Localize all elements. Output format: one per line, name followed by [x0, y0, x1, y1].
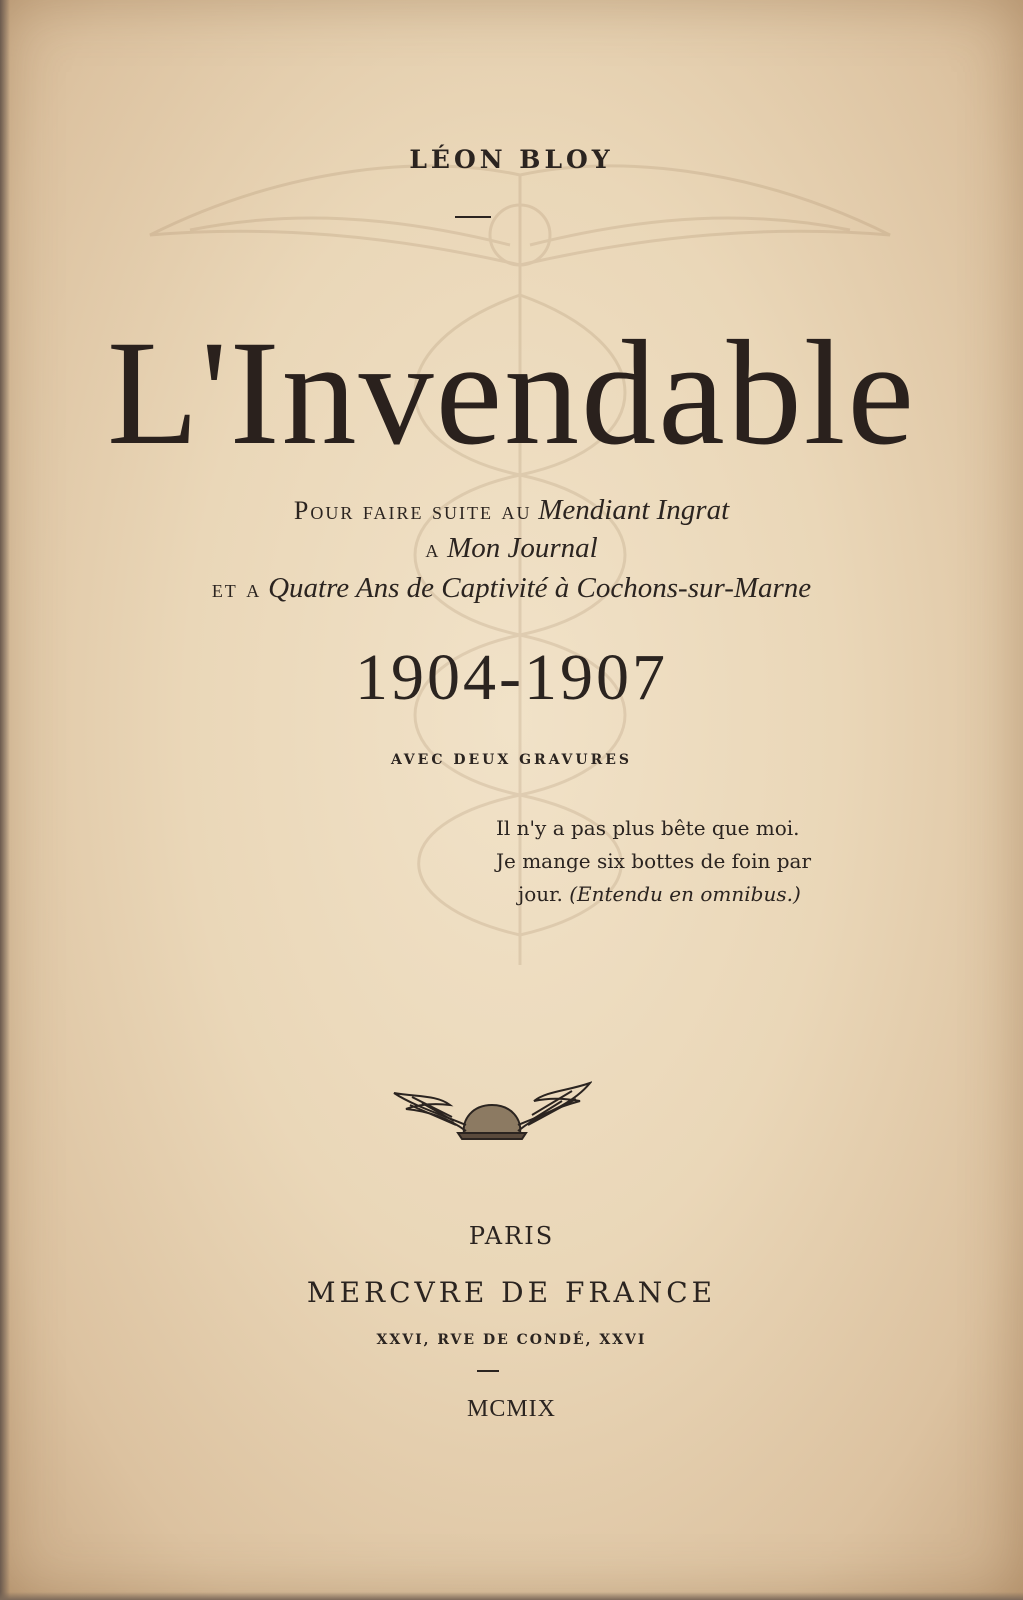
subtitle-line-2-prefix: a — [425, 534, 441, 563]
subtitle-line-1-prefix: Pour faire suite au — [293, 496, 532, 525]
epigraph-source: (Entendu en omnibus.) — [569, 882, 801, 906]
cover-left-edge — [0, 0, 10, 1600]
subtitle-line-3-work: Quatre Ans de Captivité à Cochons-sur-Marne — [268, 572, 812, 604]
winged-helmet-icon — [392, 1075, 592, 1145]
subtitle-line-3 — [0, 572, 1023, 605]
epigraph-line-1: Il n'y a pas plus bête que moi. — [496, 816, 800, 840]
subtitle-line-2 — [0, 532, 1023, 565]
subtitle-line-2-work: Mon Journal — [447, 532, 598, 564]
illustrations-note: AVEC DEUX GRAVURES — [390, 752, 633, 768]
epigraph-line-3 — [496, 878, 896, 911]
author-name: LÉON BLOY — [409, 145, 614, 174]
publisher-address: XXVI, RVE DE CONDÉ, XXVI — [376, 1332, 647, 1348]
publisher-divider — [477, 1370, 499, 1372]
subtitle-line-3-prefix: et a — [211, 574, 262, 603]
book-title: L'Invendable — [106, 310, 916, 476]
publication-city: PARIS — [468, 1222, 555, 1250]
cover-bottom-edge — [0, 1592, 1023, 1600]
publication-year: MCMIX — [466, 1396, 556, 1422]
epigraph — [496, 812, 896, 911]
subtitle-line-1 — [0, 494, 1023, 527]
publisher-name: MERCVRE DE FRANCE — [306, 1276, 717, 1309]
epigraph-line-3-text: jour. — [518, 882, 563, 906]
year-range: 1904-1907 — [355, 641, 668, 714]
author-divider — [455, 216, 491, 218]
subtitle-line-1-work: Mendiant Ingrat — [538, 494, 730, 526]
epigraph-line-2: Je mange six bottes de foin par — [496, 849, 812, 873]
